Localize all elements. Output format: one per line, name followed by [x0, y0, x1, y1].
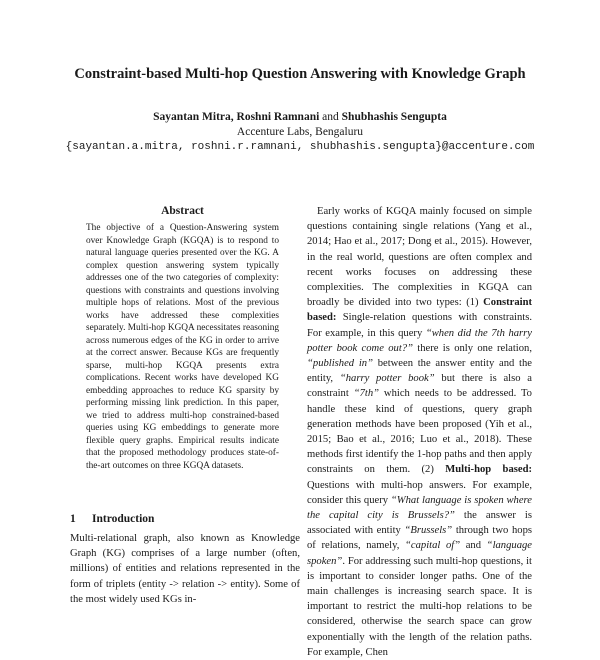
section-title: Introduction	[92, 513, 155, 525]
right-column-body: Early works of KGQA mainly focused on simple questions containing single relations (Yang et al., 2014; Hao et al., 2017; Dong et al., 2015). However, in the real world, questions are often complex and recent works focuses on addressing these complexities. The complexities in KGQA can broadly be divided into two types: (1) Constraint based: Single-relation questions with constraints. For example, in this query “when did the 7th harry potter book come out?” there is only one relation, “published in” between the answer entity and the entity, “harry potter book” but there is also a constraint “7th” which needs to be addressed. To handle these kind of questions, query graph generation methods have been proposed (Yih et al., 2015; Bao et al., 2016; Luo et al., 2018). These methods first identify the 1-hop paths and then apply constraints on them. (2) Multi-hop based: Questions with multi-hop answers. For example, consider this query “What language is spoken where the capital city is Brussels?” the answer is associated with entity “Brussels” through two hops of relations, namely, “capital of” and “language spoken”. For addressing such multi-hop questions, it is important to consider longer paths. One of the main challenges is increasing search space. It is important to restrict the multi-hop relations to be considered, otherwise the search space can grow exponentially with the length of the relation paths. For example, Chen	[307, 206, 532, 658]
section-number: 1	[70, 513, 76, 525]
multi-hop-based-label: Multi-hop based:	[445, 464, 532, 476]
paper-title: Constraint-based Multi-hop Question Answering with Knowledge Graph	[74, 66, 526, 82]
example-query-2: “What language is spoken where the capital city is Brussels?”	[307, 494, 532, 522]
example-query-1: “when did the 7th harry potter book come out?”	[307, 327, 532, 354]
section-heading-introduction	[70, 513, 154, 525]
constraint-based-label: Constraint based:	[307, 297, 532, 324]
abstract-heading: Abstract	[161, 205, 204, 217]
abstract-body: The objective of a Question-Answering system over Knowledge Graph (KGQA) is to respond to natural language queries presented over the KG. A complex question answering system typically addresses one of the two categories of complexity: questions with constraints and questions involving multiple hops of relations. Most of the previous works have addressed these complexities separately. Multi-hop KGQA necessitates reasoning across numerous edges of the KG in order to arrive at the correct answer. Because KGs are frequently sparse, multi-hop KGQA presents extra complications. Recent works have developed KG embedding approaches to reduce KG sparsity by performing missing link prediction. In this paper, we tried to address multi-hop constrained-based queries using KG embeddings to generate more flexible query graphs. Empirical results indicate that the proposed methodology produces state-of-the-art outcomes on three KGQA datasets.	[86, 223, 279, 471]
author-names-2: Shubhashis Sengupta	[341, 111, 447, 123]
author-names-1: Sayantan Mitra, Roshni Ramnani	[153, 111, 320, 123]
author-line	[0, 111, 600, 123]
author-conjunction: and	[322, 111, 339, 123]
introduction-body: Multi-relational graph, also known as Knowledge Graph (KG) comprises of a large number (often, millions) of entities and relations represented in the form of triplets (entity -> relation -> entity). Some of the most widely used KGs in-	[70, 533, 300, 605]
author-emails: {sayantan.a.mitra, roshni.r.ramnani, shubhashis.sengupta}@accenture.com	[65, 141, 535, 153]
affiliation: Accenture Labs, Bengaluru	[236, 126, 364, 138]
